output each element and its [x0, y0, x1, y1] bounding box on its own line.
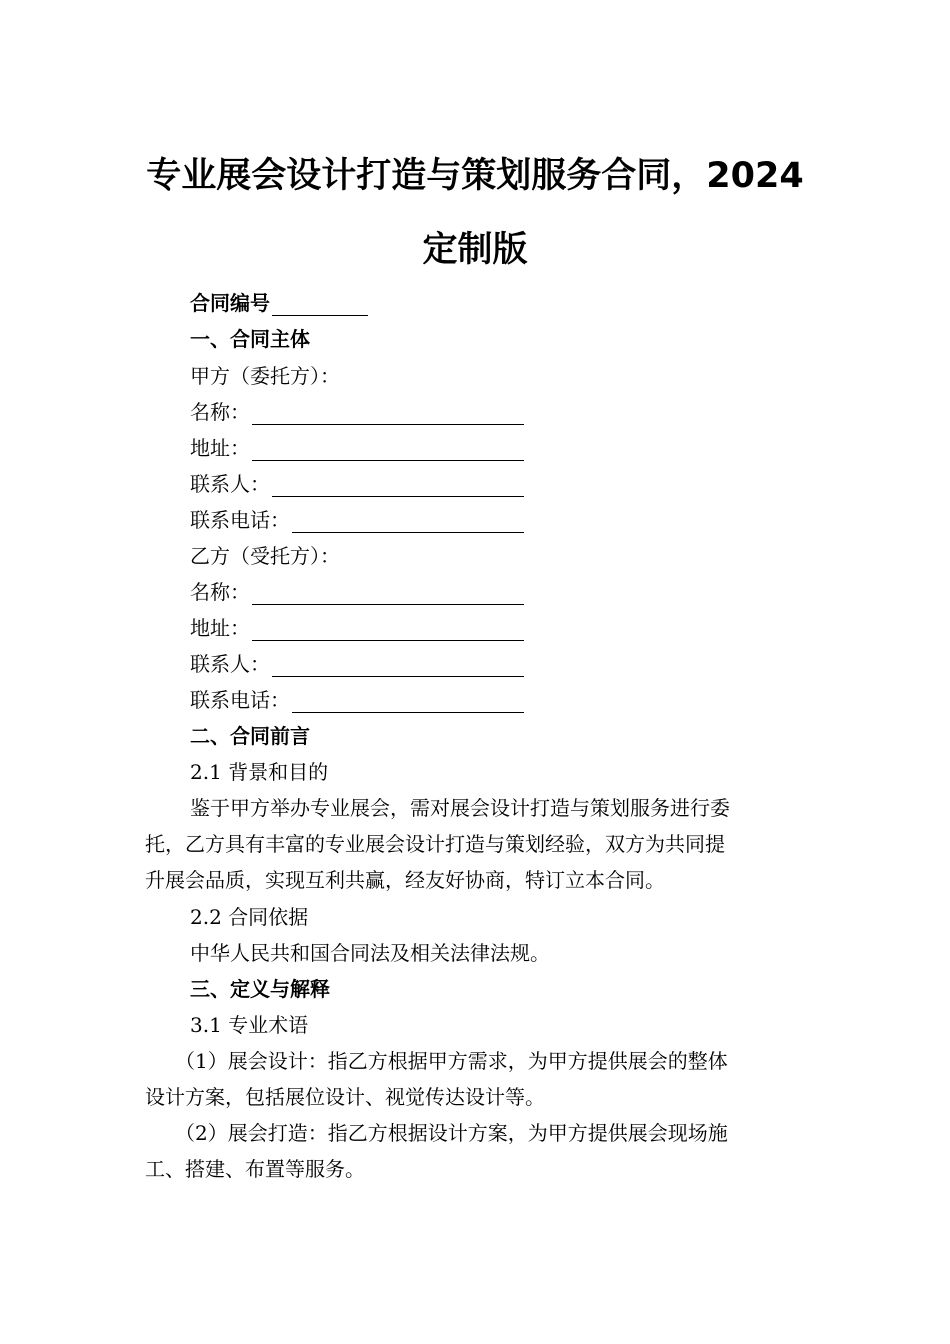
party-b-contact-row — [145, 651, 855, 677]
party-a-phone-row — [145, 507, 855, 533]
party-b-name-blank[interactable] — [252, 584, 524, 605]
party-b-name-row — [145, 579, 855, 605]
party-b-phone-row — [145, 687, 855, 713]
term-item-1-line: 设计方案，包括展位设计、视觉传达设计等。 — [145, 1085, 545, 1109]
party-a-address-row — [145, 435, 855, 461]
party-a-address-blank[interactable] — [252, 440, 524, 461]
party-b-contact-label: 联系人： — [190, 652, 270, 676]
document-title-line-1: 专业展会设计打造与策划服务合同，2024 — [146, 156, 804, 196]
party-b-phone-blank[interactable] — [292, 692, 524, 713]
party-a-name-label: 名称： — [190, 400, 250, 424]
party-a-name-blank[interactable] — [252, 404, 524, 425]
section-2-2-heading: 2.2 合同依据 — [190, 905, 309, 929]
party-b-address-label: 地址： — [190, 616, 250, 640]
party-b-contact-blank[interactable] — [272, 656, 524, 677]
contract-number-label: 合同编号 — [190, 291, 270, 315]
party-a-contact-blank[interactable] — [272, 476, 524, 497]
party-b-name-label: 名称： — [190, 580, 250, 604]
party-a-address-label: 地址： — [190, 436, 250, 460]
term-item-1-line: （1）展会设计：指乙方根据甲方需求，为甲方提供展会的整体 — [175, 1049, 728, 1073]
section-3-heading: 三、定义与解释 — [190, 977, 330, 1001]
section-3-1-heading: 3.1 专业术语 — [190, 1013, 309, 1037]
section-1-heading: 一、合同主体 — [190, 327, 310, 351]
party-b-heading: 乙方（受托方）： — [190, 544, 340, 568]
contract-number-blank[interactable] — [272, 295, 368, 316]
section-2-1-body-line: 升展会品质，实现互利共赢，经友好协商，特订立本合同。 — [145, 868, 665, 892]
party-a-phone-blank[interactable] — [292, 512, 524, 533]
party-a-heading: 甲方（委托方）： — [190, 364, 340, 388]
party-b-address-row — [145, 615, 855, 641]
section-2-heading: 二、合同前言 — [190, 724, 310, 748]
contract-number-row — [145, 290, 855, 316]
section-2-2-body: 中华人民共和国合同法及相关法律法规。 — [190, 941, 550, 965]
party-b-address-blank[interactable] — [252, 620, 524, 641]
party-a-name-row — [145, 399, 855, 425]
term-item-2-line: （2）展会打造：指乙方根据设计方案，为甲方提供展会现场施 — [175, 1121, 728, 1145]
document-title-line-2: 定制版 — [422, 230, 528, 270]
term-item-2-line: 工、搭建、布置等服务。 — [145, 1157, 365, 1181]
party-a-contact-row — [145, 471, 855, 497]
section-2-1-body-line: 鉴于甲方举办专业展会，需对展会设计打造与策划服务进行委 — [190, 796, 730, 820]
section-2-1-heading: 2.1 背景和目的 — [190, 760, 329, 784]
party-a-contact-label: 联系人： — [190, 472, 270, 496]
section-2-1-body-line: 托，乙方具有丰富的专业展会设计打造与策划经验，双方为共同提 — [145, 832, 725, 856]
party-b-phone-label: 联系电话： — [190, 688, 290, 712]
party-a-phone-label: 联系电话： — [190, 508, 290, 532]
